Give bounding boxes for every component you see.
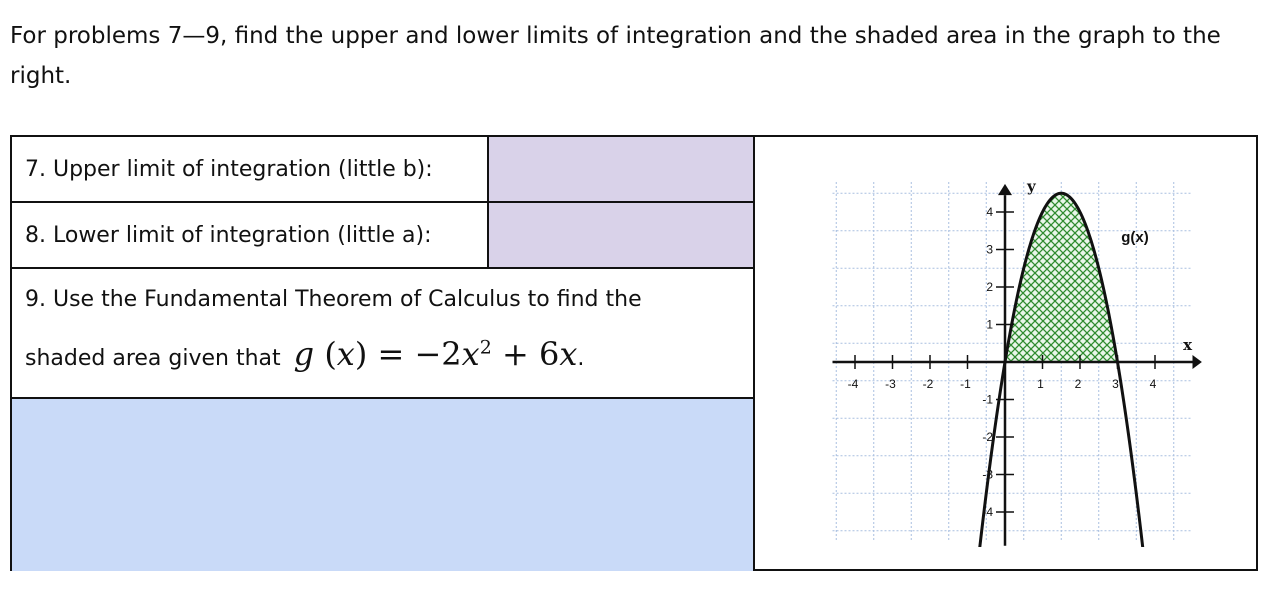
x-tick-label: 1 bbox=[1037, 377, 1044, 391]
q7-label: 7. Upper limit of integration (little b): bbox=[25, 156, 433, 182]
y-axis-label: y bbox=[1027, 177, 1036, 196]
y-tick-label: -3 bbox=[982, 467, 993, 482]
y-axis-arrow bbox=[998, 184, 1012, 195]
y-tick-label: 3 bbox=[986, 242, 993, 257]
x-tick-label: 3 bbox=[1112, 377, 1119, 391]
y-tick-label: -1 bbox=[982, 392, 993, 407]
q8-label: 8. Lower limit of integration (little a): bbox=[25, 222, 432, 248]
x-tick-label: -2 bbox=[922, 377, 934, 391]
x-tick-label: 4 bbox=[1149, 377, 1157, 391]
y-tick-label: -2 bbox=[982, 430, 993, 444]
y-tick-label: 2 bbox=[986, 280, 993, 294]
function-label: g(x) bbox=[1121, 229, 1149, 246]
q9-answer-box[interactable] bbox=[12, 399, 753, 571]
q8-answer-box[interactable] bbox=[489, 203, 753, 267]
x-axis-label: x bbox=[1183, 336, 1193, 354]
x-axis-arrow bbox=[1193, 355, 1202, 369]
y-tick-label: 4 bbox=[986, 205, 993, 219]
x-tick-label: -3 bbox=[885, 377, 896, 391]
function-graph bbox=[755, 137, 1256, 569]
q9-line2: shaded area given that bbox=[25, 346, 281, 371]
q9-prompt bbox=[12, 269, 753, 397]
q7-answer-box[interactable] bbox=[489, 137, 753, 201]
y-tick-label: -4 bbox=[982, 505, 993, 519]
graph-panel bbox=[755, 137, 1256, 569]
g-formula: g $(x) = -2x^2 + 6x$ bbox=[293, 335, 578, 373]
x-tick-label: -4 bbox=[847, 377, 859, 391]
instructions-text: For problems 7—9, find the upper and lower limits of integration and the shaded area in the graph to the right. bbox=[10, 23, 1221, 89]
q9-period: . bbox=[577, 346, 585, 371]
x-tick-label: 2 bbox=[1074, 377, 1082, 391]
y-tick-label: 1 bbox=[986, 317, 993, 332]
problem-table bbox=[10, 135, 1258, 571]
q9-line1: 9. Use the Fundamental Theorem of Calculus to find the bbox=[25, 287, 642, 312]
x-tick-label: -1 bbox=[960, 377, 971, 391]
